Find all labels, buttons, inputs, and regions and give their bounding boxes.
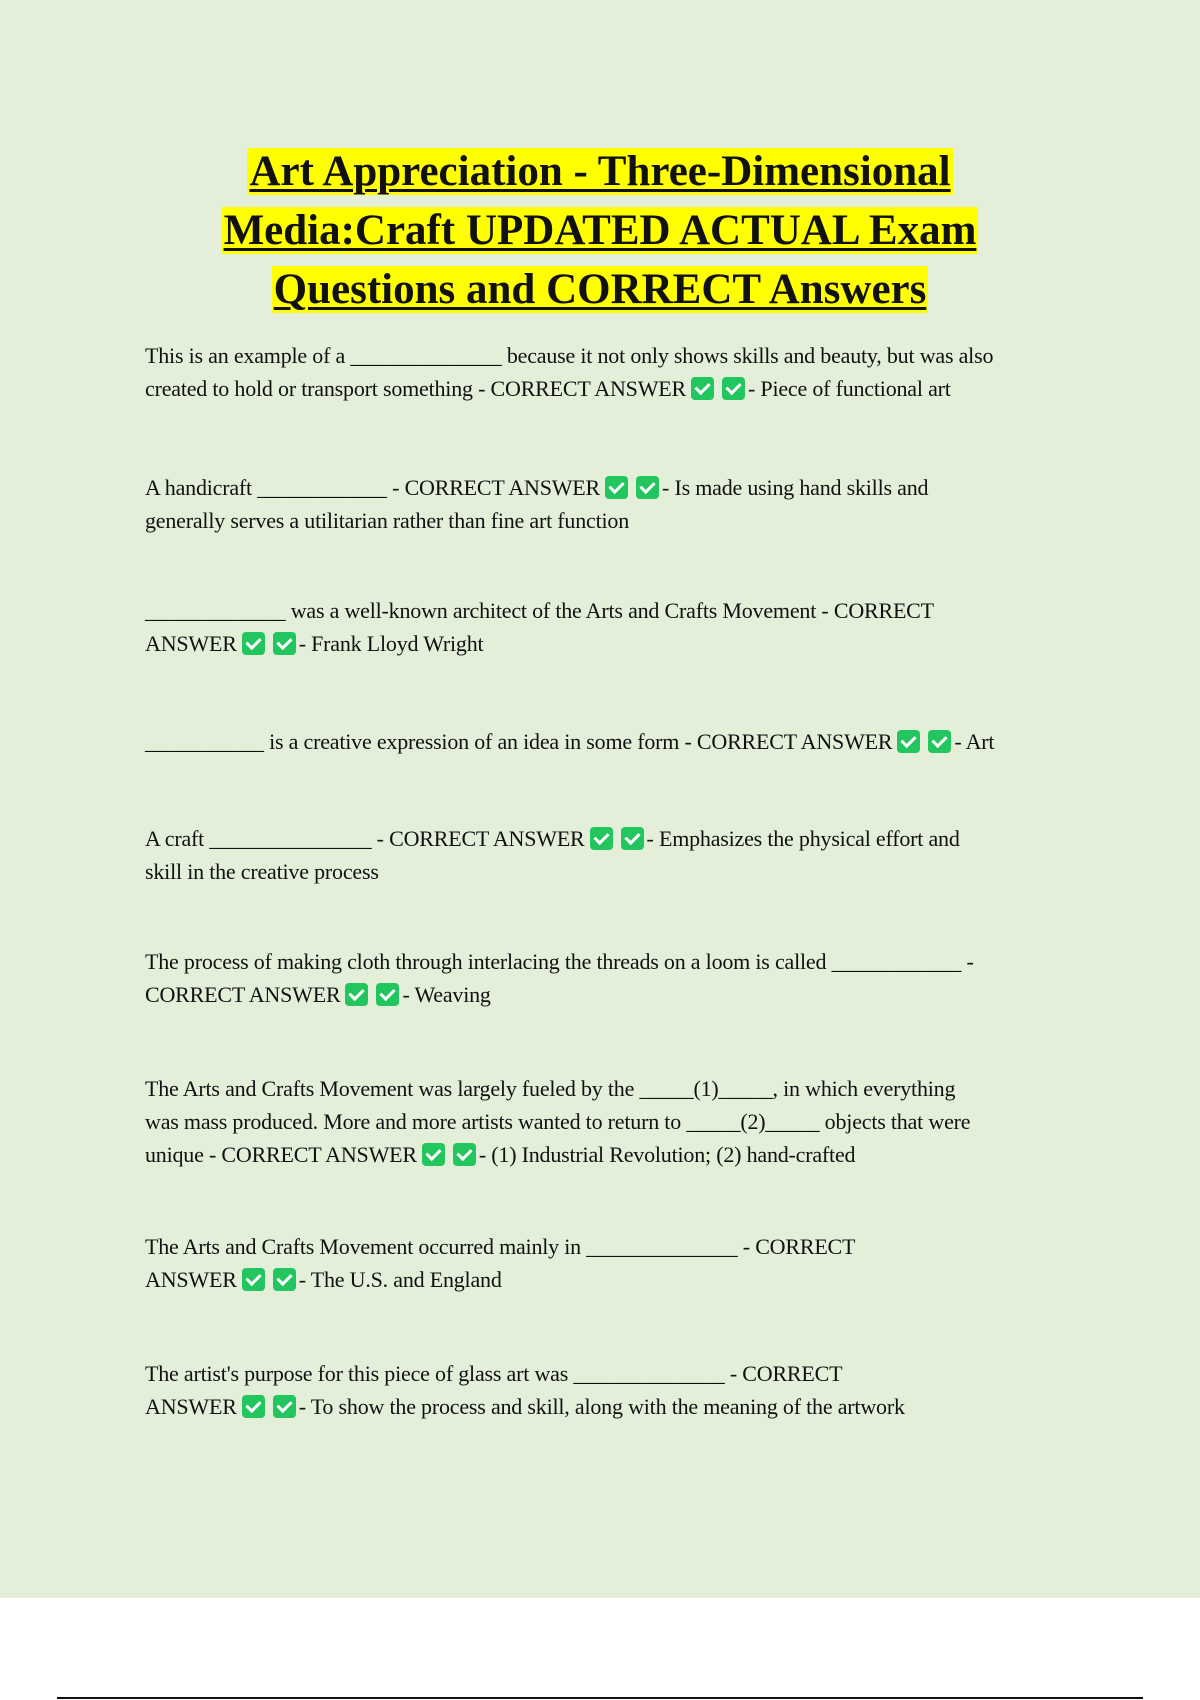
answer-text: - To show the process and skill, along with the meaning of the artwork (298, 1394, 905, 1419)
title-line-2: Media:Craft UPDATED ACTUAL Exam (223, 207, 977, 254)
green-checkmark-icon (273, 1395, 296, 1418)
footer-divider (57, 1697, 1143, 1699)
answer-text: - Frank Lloyd Wright (298, 631, 484, 656)
green-checkmark-icon (722, 377, 745, 400)
question-text: created to hold or transport something - CORRECT ANSWER (145, 376, 686, 401)
green-checkmark-icon (590, 827, 613, 850)
question-text: This is an example of a ______________ because it not only shows skills and beauty, but was also (145, 343, 994, 368)
green-checkmark-icon (242, 1268, 265, 1291)
green-checkmark-icon (273, 632, 296, 655)
question-text: A craft _______________ - CORRECT ANSWER (145, 826, 585, 851)
green-checkmark-icon (691, 377, 714, 400)
green-checkmark-icon (242, 1395, 265, 1418)
question-text: ANSWER (145, 631, 237, 656)
question-text: ___________ is a creative expression of an idea in some form - CORRECT ANSWER (145, 729, 893, 754)
question-item-1 (145, 339, 1095, 405)
question-text: A handicraft ____________ - CORRECT ANSWER (145, 475, 601, 500)
question-text: The Arts and Crafts Movement was largely fueled by the _____(1)_____, in which everything (145, 1076, 956, 1101)
question-item-4 (145, 725, 1095, 758)
green-checkmark-icon (605, 476, 628, 499)
green-checkmark-icon (273, 1268, 296, 1291)
question-item-2 (145, 471, 1095, 537)
green-checkmark-icon (897, 730, 920, 753)
question-item-3 (145, 594, 1095, 660)
answer-text: - (1) Industrial Revolution; (2) hand-crafted (478, 1142, 856, 1167)
question-text: The Arts and Crafts Movement occurred mainly in ______________ - CORRECT (145, 1234, 856, 1259)
answer-text: - Is made using hand skills and (662, 475, 929, 500)
question-text: CORRECT ANSWER (145, 982, 341, 1007)
answer-text: - Piece of functional art (747, 376, 951, 401)
green-checkmark-icon (621, 827, 644, 850)
answer-text: generally serves a utilitarian rather than fine art function (145, 508, 630, 533)
answer-text: - Weaving (402, 982, 491, 1007)
answer-text: - Emphasizes the physical effort and (646, 826, 960, 851)
question-item-5 (145, 822, 1095, 888)
answer-text: - Art (954, 729, 995, 754)
green-checkmark-icon (453, 1143, 476, 1166)
question-item-9 (145, 1357, 1095, 1423)
green-checkmark-icon (376, 983, 399, 1006)
question-item-7 (145, 1072, 1095, 1171)
answer-text: skill in the creative process (145, 859, 379, 884)
title-line-3: Questions and CORRECT Answers (273, 266, 927, 313)
green-checkmark-icon (422, 1143, 445, 1166)
green-checkmark-icon (242, 632, 265, 655)
question-text: was mass produced. More and more artists wanted to return to _____(2)_____ objects that were (145, 1109, 971, 1134)
title-line-1: Art Appreciation - Three-Dimensional (249, 148, 951, 195)
green-checkmark-icon (636, 476, 659, 499)
question-item-6 (145, 945, 1095, 1011)
question-text: The process of making cloth through interlacing the threads on a loom is called ____________ - (145, 949, 974, 974)
page-title (130, 142, 1070, 319)
answer-text: - The U.S. and England (298, 1267, 502, 1292)
question-text: _____________ was a well-known architect of the Arts and Crafts Movement - CORRECT (145, 598, 934, 623)
question-text: unique - CORRECT ANSWER (145, 1142, 417, 1167)
green-checkmark-icon (345, 983, 368, 1006)
question-item-8 (145, 1230, 1095, 1296)
green-checkmark-icon (928, 730, 951, 753)
question-text: The artist's purpose for this piece of glass art was ______________ - CORRECT (145, 1361, 843, 1386)
question-text: ANSWER (145, 1394, 237, 1419)
question-text: ANSWER (145, 1267, 237, 1292)
